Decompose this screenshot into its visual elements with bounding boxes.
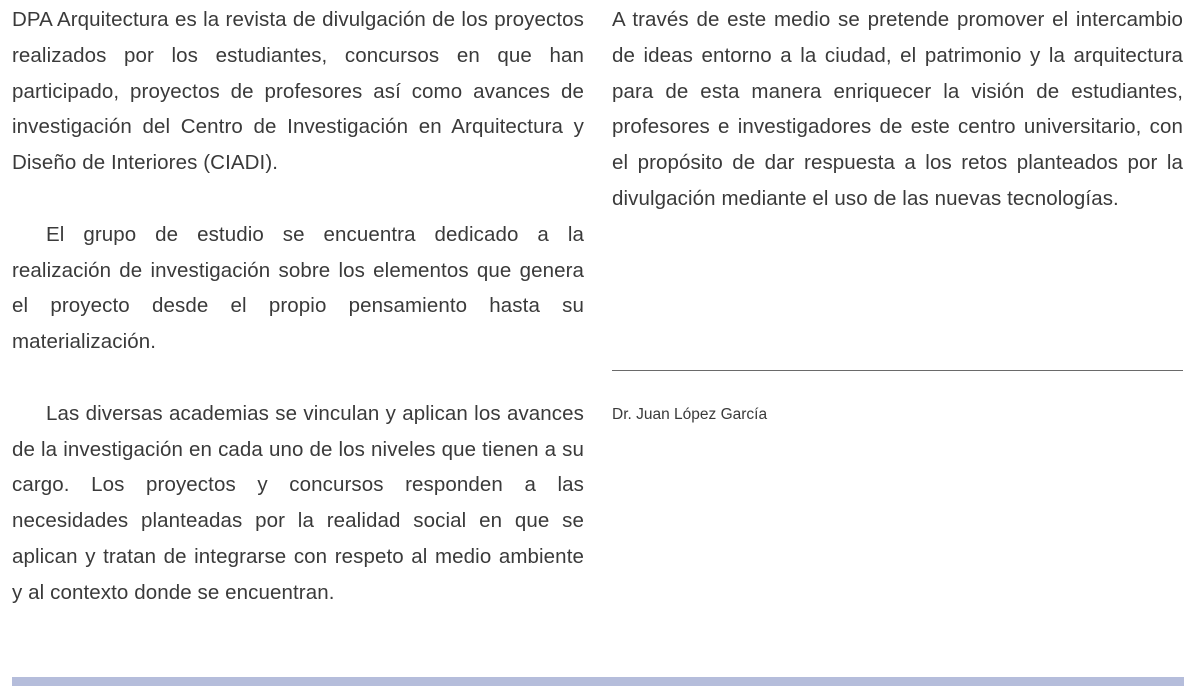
- left-column: [12, 2, 584, 611]
- footer-bar: [12, 677, 1184, 686]
- intro-paragraph: DPA Arquitectura es la revista de divulgación de los proyectos realizados por los estudiantes, concursos en que han participado, proyectos de profesores así como avances de investigación del Centro de Investigación en Arquitectura y Diseño de Interiores (CIADI).: [12, 8, 584, 175]
- signature-name: Dr. Juan López García: [612, 406, 768, 423]
- purpose-paragraph: A través de este medio se pretende promover el intercambio de ideas entorno a la ciudad, el patrimonio y la arquitectura para de esta manera enriquecer la visión de estudiantes, profesores e investigadores de este centro universitario, con el propósito de dar respuesta a los retos planteados por la divulgación mediante el uso de las nuevas tecnologías.: [612, 8, 1183, 210]
- signature-rule: [612, 370, 1183, 371]
- study-group-paragraph: El grupo de estudio se encuentra dedicado a la realización de investigación sobre los elementos que genera el proyecto desde el propio pensamiento hasta su materialización.: [12, 222, 584, 354]
- academies-paragraph: Las diversas academias se vinculan y aplican los avances de la investigación en cada uno de los niveles que tienen a su cargo. Los proyectos y concursos responden a las necesidades planteadas por la realidad social en que se aplican y tratan de integrarse con respeto al medio ambiente y al contexto donde se encuentran.: [12, 401, 584, 604]
- right-column: [612, 2, 1183, 217]
